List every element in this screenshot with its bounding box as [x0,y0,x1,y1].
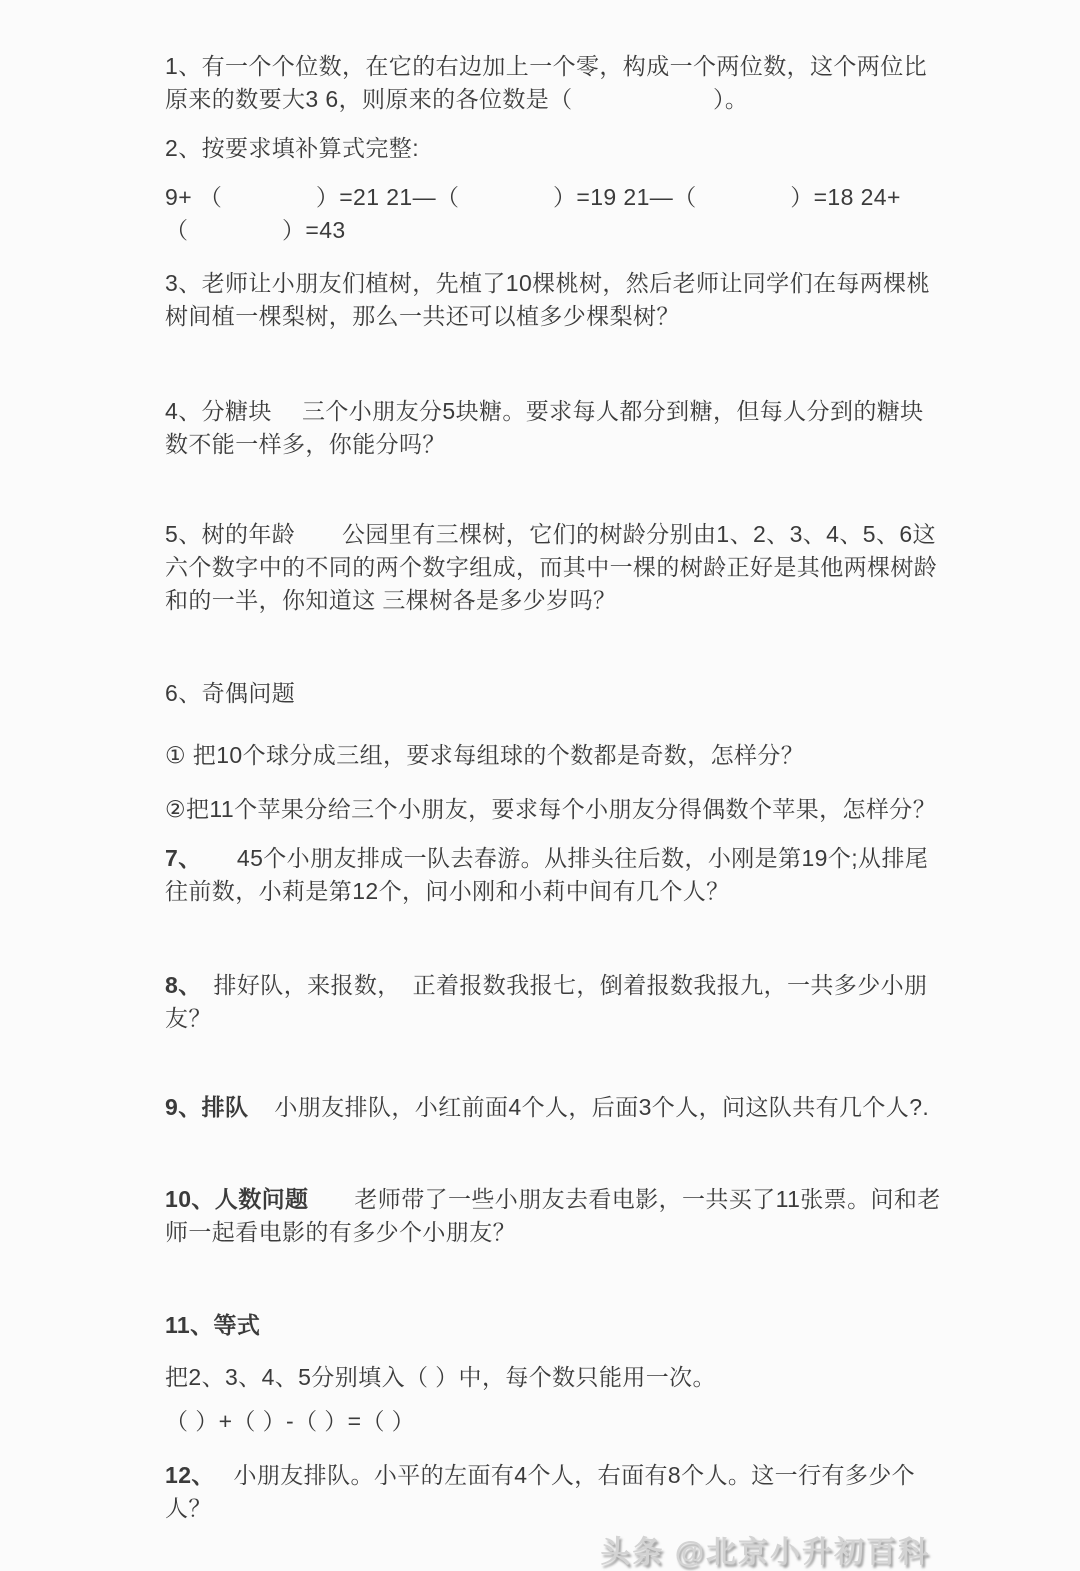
equation-line-2: （ ）=43 [165,217,346,243]
problem-3-number: 3、 [165,270,202,296]
problem-4 [165,395,942,461]
problem-11-instruction-text: 把2、3、4、5分别填入（ ）中，每个数只能用一次。 [165,1364,716,1390]
equation-line-1: 9+ （ ）=21 21—（ ）=19 21—（ ）=18 24+ [165,184,901,210]
problem-1-number: 1、 [165,53,202,79]
problem-7-text: 45个小朋友排成一队去春游。从排头往后数，小刚是第19个;从排尾往前数，小莉是第12个，问小刚和小莉中间有几个人？ [165,845,929,904]
problem-1 [165,50,942,116]
problem-10 [165,1183,942,1249]
problem-10-text: 老师带了一些小朋友去看电影，一共买了11张票。问和老师一起看电影的有多少个小朋友？ [165,1186,941,1245]
problem-6 [165,677,942,710]
problem-12-number: 12、 [165,1462,204,1488]
problem-2 [165,132,942,165]
problem-11-equation-text: （ ）+（ ）-（ ）=（ ） [165,1408,416,1434]
problem-11-instruction [165,1361,942,1394]
problem-2-number: 2、 [165,135,202,161]
problem-8-number: 8、 [165,972,191,998]
problem-4-text: 分糖块 三个小朋友分5块糖。要求每人都分到糖，但每人分到的糖块数不能一样多，你能分吗？ [165,398,924,457]
problem-7 [165,842,942,908]
problem-8 [165,969,942,1035]
problem-9-title: 排队 [201,1094,249,1120]
problem-9-number: 9、 [165,1094,202,1120]
problem-7-number: 7、 [165,845,191,871]
problem-12-text: 小朋友排队。小平的左面有4个人，右面有8个人。这一行有多少个人？ [165,1462,916,1521]
problem-6-subitem-2 [165,793,942,826]
problem-5-text: 树的年龄 公园里有三棵树，它们的树龄分别由1、2、3、4、5、6这六个数字中的不同的两个数字组成，而其中一棵的树龄正好是其他两棵树龄和的一半，你知道这 三棵树各是多少岁吗？ [165,521,938,613]
problem-5-number: 5、 [165,521,202,547]
problem-6-subitem-1-text: ① 把10个球分成三组，要求每组球的个数都是奇数，怎样分？ [165,742,805,768]
problem-11-equation [165,1405,942,1438]
problem-8-text: 排好队，来报数， 正着报数我报七，倒着报数我报九，一共多少小朋友？ [165,972,928,1031]
problem-2-equations [165,181,942,247]
problem-6-number: 6、 [165,680,202,706]
problem-11-title: 等式 [213,1312,261,1338]
problem-11-number: 11、 [165,1312,214,1338]
problem-1-text: 有一个个位数，在它的右边加上一个零，构成一个两位数，这个两位比原来的数要大3 6，则原来的各位数是（ ）。 [165,53,927,112]
problem-5 [165,518,942,617]
problem-6-subitem-1 [165,739,942,772]
problem-3 [165,267,942,333]
problem-2-text: 按要求填补算式完整: [201,135,419,161]
problem-3-text: 老师让小朋友们植树，先植了10棵桃树，然后老师让同学们在每两棵桃树间植一棵梨树，那么一共还可以植多少棵梨树？ [165,270,930,329]
problem-12 [165,1459,942,1525]
problem-10-number: 10、 [165,1186,215,1212]
problem-4-number: 4、 [165,398,202,424]
problem-6-subitem-2-text: ②把11个苹果分给三个小朋友，要求每个小朋友分得偶数个苹果，怎样分？ [165,796,937,822]
problem-6-text: 奇偶问题 [201,680,296,706]
problem-9 [165,1091,942,1124]
watermark: 头条 @北京小升初百科 [600,1536,930,1569]
problem-9-text: 小朋友排队，小红前面4个人，后面3个人，问这队共有几个人?. [274,1094,930,1120]
problem-10-title: 人数问题 [214,1186,309,1212]
